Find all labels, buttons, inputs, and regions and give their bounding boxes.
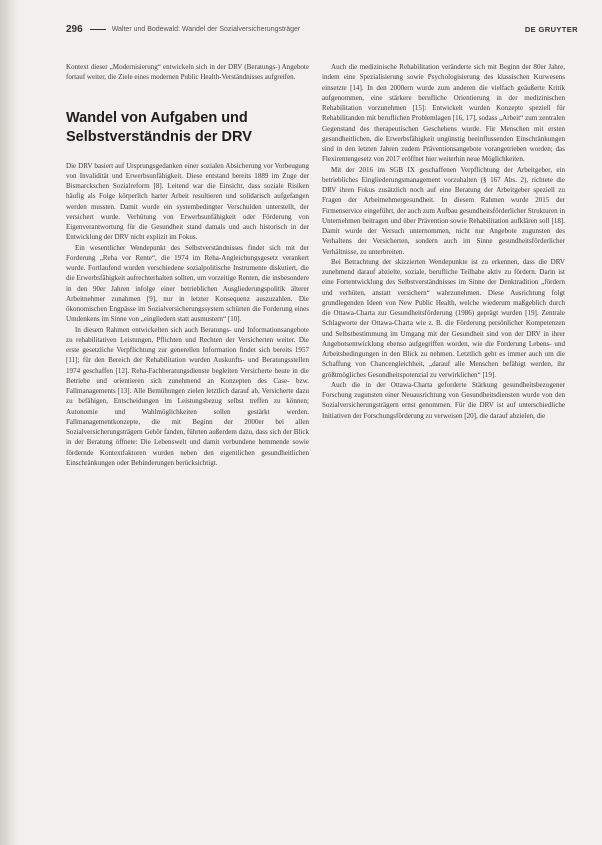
paragraph: Die DRV basiert auf Ursprungsgedanken einer sozialen Absicherung vor Vorbeugung von Invalidität und Erwerbsunfähigkeit. Diese entstand bereits 1889 im Zuge der Bismarckschen Sozialreform [8]. Leitend war die Einsicht, dass soziale Risiken häufig als Folge körperlich harter Arbeit resultieren und solidarisch aufgefangen werden mussten. Damit wurde ein systembedingter Verschulden unterstellt, der versichert wurde. Verhütung von Erwerbsunfähigkeit oder Förderung von Eigenverantwortung für die Gesundheit stand damals und auch historisch in der Entwicklung der DRV nicht explizit im Fokus. [66, 161, 309, 242]
intro-paragraph: Kontext dieser „Modernisierung“ entwickeln sich in der DRV (Beratungs-) Angebote fortauf weiter, die Ziele eines modernen Public Health-Verständnisses aufgreifen. [66, 63, 309, 82]
running-header [66, 22, 578, 36]
page-number: 296 [66, 23, 83, 35]
paragraph: Bei Betrachtung der skizzierten Wendepunkte ist zu erkennen, dass die DRV zunehmend darauf abzielte, soziale, berufliche Teilhabe aktiv zu fördern. Darin ist eine Fortentwicklung des Selbstverständnisses im Sinne der Denktradition „fördern und verhüten, anstatt versichern“ wahrzunehmen. Diese Ausrichtung folgt grundlegenden Ideen von New Public Health, welche wiederum maßgeblich durch die Ottawa-Charta zur Gesundheitsförderung (1986) geprägt wurden [19]. Zentrale Schlagworte der Ottawa-Charta wie z. B. die Förderung persönlicher Kompetenzen und Selbstbestimmung im Umgang mit der Gesundheit sind von der DRV in ihrer Angebotsentwicklung ebenso aufgegriffen worden, wie die Forderung Lebens- und Arbeitsbedingungen in den Blick zu nehmen. Letztlich geht es immer auch um die Schaffung von Chancengleichheit, „darauf alle Menschen befähigt werden, ihr größtmögliches Gesundheitspotenzial zu verwirklichen“ [19]. [322, 257, 565, 379]
section-heading: Wandel von Aufgaben und Selbstverständnis der DRV [66, 109, 252, 145]
publisher-logo: DE GRUYTER [524, 24, 578, 34]
header-rule [90, 29, 106, 30]
right-column [322, 62, 565, 421]
paragraph: Auch die medizinische Rehabilitation veränderte sich mit Beginn der 80er Jahre, indem eine Spezialisierung sowie Psychologisierung des klassischen Kurwesens einsetzte [14]. In den 2000ern wurde zum anderen die vielfach geäußerte Kritik aufgenommen, eine stärkere berufliche Orientierung in der medizinischen Rehabilitation vorzunehmen [15]: Entwickelt wurden Konzepte speziell für Rehabilitanden mit beruflichen Problemlagen [16, 17], sodass „Arbeit“ zum zentralen Gegenstand des therapeutischen Geschehens wurde. Für Menschen mit ersten gesundheitlichen, die Erwerbsfähigkeit ungünstig beeinflussenden Einschränkungen sind in den letzten Jahren zudem Präventionsangebote vorangetrieben worden; das Flexirentengesetz von 2017 eröffnet hier weiterhin neue Möglichkeiten. [322, 63, 565, 164]
binding-shadow [0, 0, 18, 845]
paragraph: Auch die in der Ottawa-Charta geforderte Stärkung gesundheitsbezogener Forschung zugunsten einer Neuausrichtung von Gesundheitsdiensten wurde von den Sozialversicherungsträgern ernst genommen. Für die DRV ist auf unterschiedliche Initiativen der Forschungsförderung zu verweisen [20], die darauf abzielen, die [322, 380, 565, 420]
paragraph: Ein wesentlicher Wendepunkt des Selbstverständnisses findet sich mit der Forderung „Reha vor Rente“, die 1974 im Reha-Angleichungsgesetz verankert wurde. Fortlaufend wurden verschiedene sozialpolitische Instrumente diskutiert, die die Erwerbsfähigkeit aufrechterhalten sollten, um vorzeitige Renten, die insbesondere in den 90er Jahren infolge einer betrieblichen Ausgliederungspolitik älterer Arbeitnehmer zunahmen [9], nur in letzter Konsequenz auszuzahlen. Die ökonomischen Engpässe im Sozialversicherungssystem schürten die Forderung eines Umdenkens im Sinne von „eingliedern statt ausmustern“ [10]. [66, 243, 309, 324]
running-title: Walter und Bodewald: Wandel der Sozialversicherungsträger [111, 25, 301, 33]
paragraph: Mit der 2016 im SGB IX geschaffenen Verpflichtung der Arbeitgeber, ein betriebliches Eingliederungsmanagement vorzuhalten (§ 167 Abs. 2), richtete die DRV ihren Fokus zusätzlich noch auf eine Beratung der Arbeitgeber speziell zu Fragen der Arbeitnehmergesundheit. In diesem Rahmen wurde 2015 der Firmenservice eingeführt, der auch zum Aufbau gesundheitsförderlicher Strukturen in Unternehmen beitragen und über Prävention sowie Rehabilitation aufklären soll [18]. Damit wurde der Versuch unternommen, nicht nur Angebote zugunsten des Verhaltens der Versicherten, sondern auch im Sinne gesundheitsförderlicher Verhältnisse, zu unterbreiten. [322, 165, 565, 256]
paragraph: In diesem Rahmen entwickelten sich auch Beratungs- und Informationsangebote zu rehabilitativen Leistungen, Pflichten und Rechten der Versicherten weiter. Die erste gesetzliche Verpflichtung zur generellen Information findet sich bereits 1957 [11]; für den Bereich der Rehabilitation wurden Auskunfts- und Beratungsstellen 1974 geschaffen [12]. Reha-Fachberatungsdienste begleiten Versicherte heute in die Betriebe und orientieren sich zunehmend an Konzepten des Case- bzw. Fallmanagements [13]. Alle Bemühungen zielen letztlich darauf ab, Versicherte dazu zu befähigen, Entscheidungen im Leistungsbezug selbst treffen zu können; Autonomie und Wahlmöglichkeiten sollen gestärkt werden. Fallmanagementkonzepte, die mit Beginn der 2000er bei allen Sozialversicherungsträgern Gehör fanden, führten außerdem dazu, dass sich der Blick in der Beratung öffnete: Die Lebenswelt und damit verbundene hemmende sowie fördernde Kontextfaktoren wurden neben den eigentlichen gesundheitlichen Einschränkungen oder Behinderungen berücksichtigt. [66, 325, 309, 467]
left-column [66, 62, 309, 468]
